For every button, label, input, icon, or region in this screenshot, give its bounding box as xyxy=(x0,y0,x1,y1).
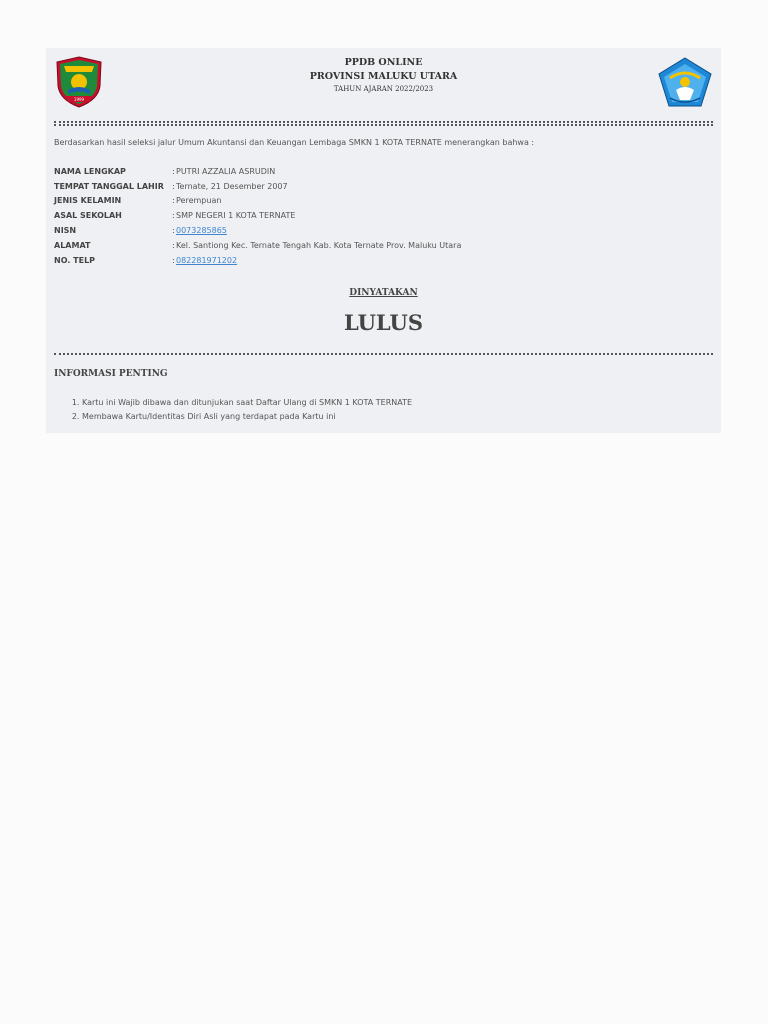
header-school-year: TAHUN AJARAN 2022/2023 xyxy=(333,85,434,93)
label-jenis-kelamin: JENIS KELAMIN xyxy=(54,196,122,206)
value-nama-lengkap: PUTRI AZZALIA ASRUDIN xyxy=(176,166,276,176)
divider-top xyxy=(54,121,713,123)
value-jenis-kelamin: Perempuan xyxy=(176,196,222,206)
crest-year: 1999 xyxy=(73,97,85,102)
registration-card xyxy=(46,48,721,433)
value-alamat: Kel. Santiong Kec. Ternate Tengah Kab. Kota Ternate Prov. Maluku Utara xyxy=(176,240,462,250)
phone-link[interactable]: 082281971202 xyxy=(176,255,238,265)
separator: : xyxy=(172,181,175,191)
list-item: 2. Membawa Kartu/Identitas Diri Asli yang terdapat pada Kartu ini xyxy=(82,410,412,424)
label-alamat: ALAMAT xyxy=(54,240,91,250)
info-row-phone xyxy=(54,253,461,268)
nisn-link[interactable]: 0073285865 xyxy=(176,226,227,236)
separator: : xyxy=(172,196,175,206)
divider-bottom xyxy=(54,353,713,355)
label-asal-sekolah: ASAL SEKOLAH xyxy=(54,211,122,221)
value-asal-sekolah: SMP NEGERI 1 KOTA TERNATE xyxy=(176,211,296,221)
info-row-nisn xyxy=(54,223,461,238)
separator: : xyxy=(172,166,175,176)
tut-wuri-handayani-icon xyxy=(656,56,714,110)
label-tempat-tanggal-lahir: TEMPAT TANGGAL LAHIR xyxy=(54,181,164,191)
important-info-list xyxy=(54,396,412,423)
label-no-telp: NO. TELP xyxy=(54,255,96,265)
label-nama-lengkap: NAMA LENGKAP xyxy=(54,166,126,176)
info-row-address xyxy=(54,238,461,253)
separator: : xyxy=(172,240,175,250)
intro-text: Berdasarkan hasil seleksi jalur Umum Akuntansi dan Keuangan Lembaga SMKN 1 KOTA TERNATE menerangkan bahwa : xyxy=(54,138,535,147)
separator: : xyxy=(172,255,175,265)
label-nisn: NISN xyxy=(54,226,77,236)
divider-top-2 xyxy=(54,124,713,126)
list-item: 1. Kartu ini Wajib dibawa dan ditunjukan saat Daftar Ulang di SMKN 1 KOTA TERNATE xyxy=(82,396,412,410)
header-province: PROVINSI MALUKU UTARA xyxy=(309,71,458,82)
info-row-name xyxy=(54,164,461,179)
info-row-school xyxy=(54,208,461,223)
info-row-birth xyxy=(54,179,461,194)
info-row-gender xyxy=(54,194,461,209)
separator: : xyxy=(172,226,175,236)
header xyxy=(46,56,721,94)
separator: : xyxy=(172,211,175,221)
dinyatakan-label: DINYATAKAN xyxy=(349,288,418,298)
result-status: LULUS xyxy=(343,310,424,335)
value-tempat-tanggal-lahir: Ternate, 21 Desember 2007 xyxy=(176,181,288,191)
important-info-title: INFORMASI PENTING xyxy=(54,369,168,379)
header-title: PPDB ONLINE xyxy=(344,57,423,68)
student-info-table xyxy=(54,164,461,268)
